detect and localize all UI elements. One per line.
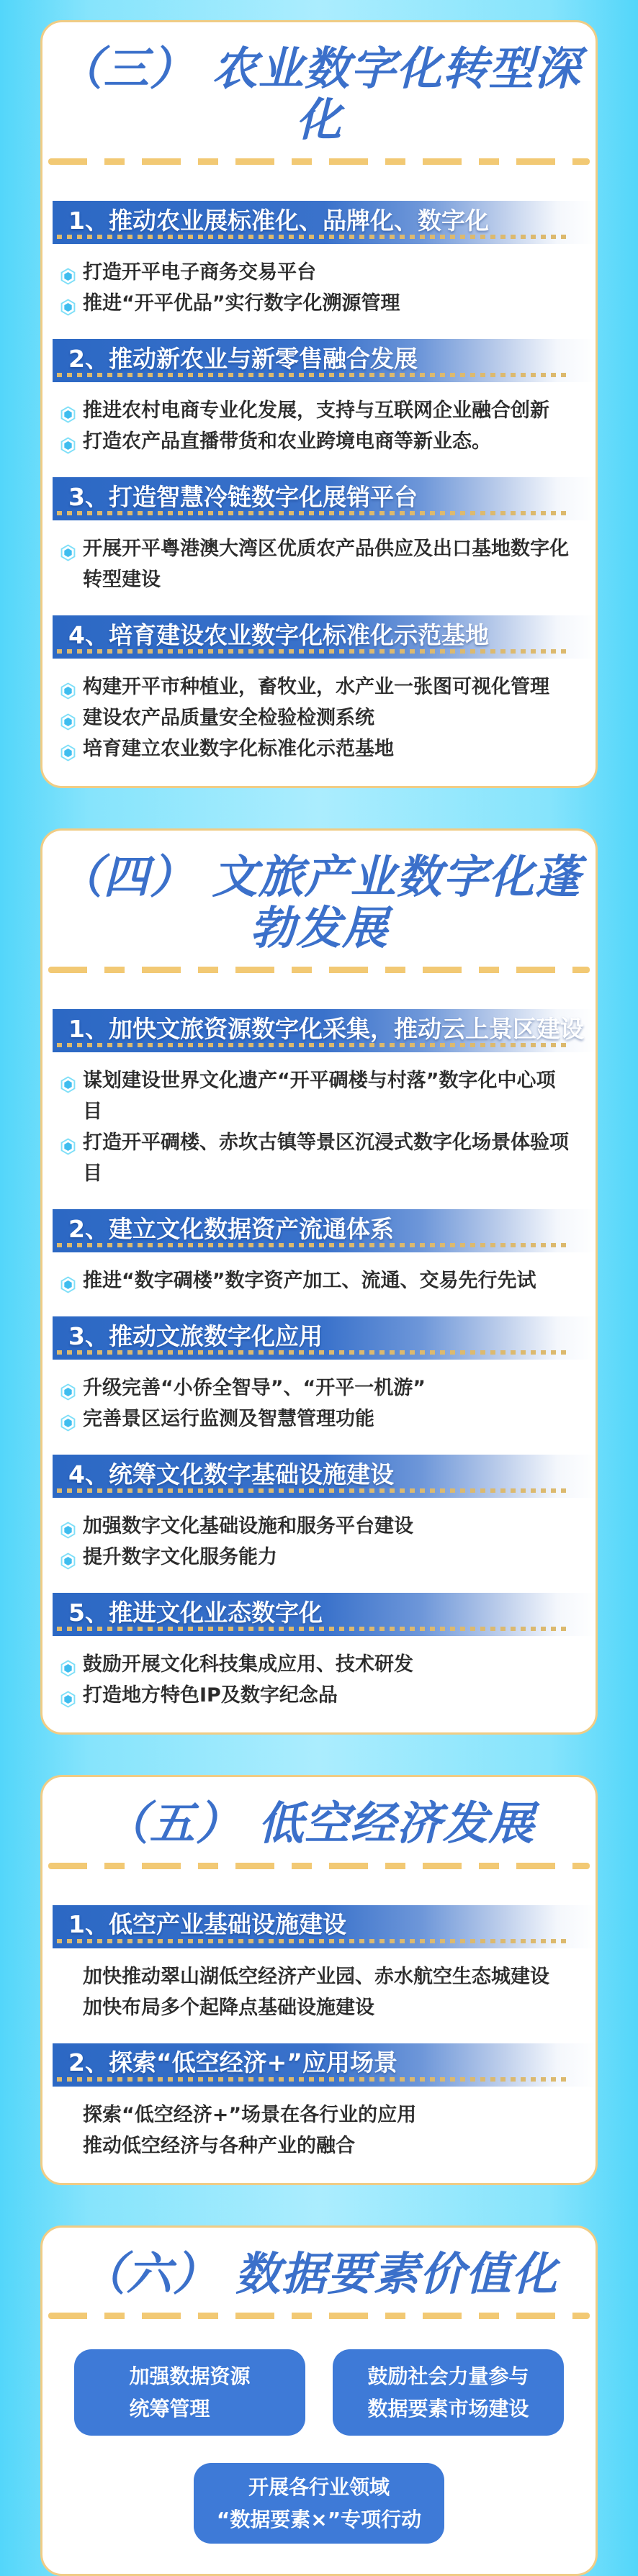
info-box-text xyxy=(129,2360,250,2425)
heading-bar-label: 1、推动农业展标准化、品牌化、数字化 xyxy=(68,206,489,235)
heading-bar-label: 1、低空产业基础设施建设 xyxy=(68,1910,346,1939)
list-item-text: 升级完善“小侨全智导”、“开平一机游” xyxy=(83,1377,426,1400)
list-item xyxy=(60,2100,571,2130)
list-item-text: 推进“数字碉楼”数字资产加工、流通、交易先行先试 xyxy=(83,1270,536,1293)
numbered-heading-bar xyxy=(53,1209,596,1252)
item-list xyxy=(42,1649,596,1711)
list-item xyxy=(60,702,571,733)
hexagon-bullet-icon xyxy=(60,1548,76,1565)
gold-dashed-divider xyxy=(48,158,590,165)
info-box-line: 数据要素市场建设 xyxy=(367,2397,529,2421)
gold-dotted-underline xyxy=(57,235,570,239)
gold-dotted-underline xyxy=(57,2077,570,2082)
hexagon-bullet-icon xyxy=(60,740,76,757)
hexagon-bullet-icon xyxy=(60,1517,76,1535)
hexagon-bullet-icon xyxy=(60,1134,76,1151)
list-item xyxy=(60,1404,571,1434)
section-title: （四） 文旅产业数字化蓬勃发展 xyxy=(57,851,581,954)
list-item-text: 谋划建设世界文化遗产“开平碉楼与村落”数字化中心项目 xyxy=(83,1070,556,1124)
info-box xyxy=(74,2349,305,2436)
info-box-line: 统筹管理 xyxy=(129,2397,210,2421)
list-item-text: 打造开平碉楼、赤坎古镇等景区沉浸式数字化场景体验项目 xyxy=(83,1131,569,1185)
hexagon-bullet-icon xyxy=(60,1410,76,1427)
list-item-text: 探索“低空经济+”场景在各行业的应用 xyxy=(83,2103,417,2126)
list-item xyxy=(60,1373,571,1404)
section-title: （三） 农业数字化转型深化 xyxy=(57,42,581,146)
heading-bar-label: 2、探索“低空经济+”应用场景 xyxy=(68,2048,397,2077)
numbered-heading-bar xyxy=(53,1455,596,1498)
hexagon-bullet-icon xyxy=(60,1072,76,1089)
list-item xyxy=(60,426,571,457)
numbered-heading-bar xyxy=(53,339,596,382)
numbered-heading-bar xyxy=(53,2043,596,2087)
hexagon-bullet-icon xyxy=(60,433,76,450)
numbered-heading-bar xyxy=(53,477,596,520)
numbered-heading-bar xyxy=(53,615,596,659)
hexagon-bullet-icon xyxy=(60,1686,76,1704)
info-box-text xyxy=(367,2360,529,2425)
list-item-text: 鼓励开展文化科技集成应用、技术研发 xyxy=(83,1653,413,1676)
gold-dotted-underline xyxy=(57,373,570,377)
info-box-center-row xyxy=(42,2463,596,2544)
hexagon-bullet-icon xyxy=(60,678,76,695)
item-list xyxy=(42,1065,596,1189)
list-item xyxy=(60,288,571,319)
numbered-heading-bar xyxy=(53,1593,596,1636)
gold-dashed-divider xyxy=(48,967,590,973)
list-item xyxy=(60,1992,571,2023)
heading-bar-label: 3、推动文旅数字化应用 xyxy=(68,1321,323,1350)
list-item-text: 提升数字文化服务能力 xyxy=(83,1546,277,1569)
section-card xyxy=(40,20,598,788)
item-list xyxy=(42,1373,596,1434)
heading-bar-label: 4、培育建设农业数字化标准化示范基地 xyxy=(68,620,489,649)
item-list xyxy=(42,257,596,319)
gold-dotted-underline xyxy=(57,1043,570,1047)
info-box-line: 加强数据资源 xyxy=(129,2364,251,2389)
numbered-heading-bar xyxy=(53,1316,596,1360)
list-item xyxy=(60,257,571,288)
list-item xyxy=(60,1680,571,1711)
list-item xyxy=(60,672,571,702)
list-item-text: 开展开平粤港澳大湾区优质农产品供应及出口基地数字化 转型建设 xyxy=(83,538,569,592)
hexagon-bullet-icon xyxy=(60,402,76,419)
hexagon-bullet-icon xyxy=(60,1272,76,1289)
numbered-heading-bar xyxy=(53,1009,596,1052)
list-item-text: 加快推动翠山湖低空经济产业园、赤水航空生态城建设 xyxy=(83,1965,549,1988)
numbered-heading-bar xyxy=(53,201,596,244)
hexagon-bullet-icon xyxy=(60,709,76,726)
list-item xyxy=(60,1127,571,1189)
gold-dashed-divider xyxy=(48,1863,590,1869)
gold-dotted-underline xyxy=(57,1350,570,1355)
section-title: （五） 低空经济发展 xyxy=(103,1797,535,1850)
list-item xyxy=(60,533,571,595)
section-card xyxy=(40,828,598,1735)
list-item-text: 培育建立农业数字化标准化示范基地 xyxy=(83,738,394,761)
hexagon-bullet-icon xyxy=(60,294,76,312)
gold-dotted-underline xyxy=(57,1627,570,1631)
list-item xyxy=(60,395,571,426)
list-item xyxy=(60,733,571,764)
item-list xyxy=(42,533,596,595)
hexagon-bullet-icon xyxy=(60,263,76,281)
heading-bar-label: 4、统筹文化数字基础设施建设 xyxy=(68,1460,394,1488)
info-box-row xyxy=(42,2349,596,2436)
gold-dotted-underline xyxy=(57,511,570,515)
list-item-text: 打造地方特色IP及数字纪念品 xyxy=(83,1684,338,1707)
list-item-text: 打造开平电子商务交易平台 xyxy=(83,261,316,284)
item-list xyxy=(42,1265,596,1296)
list-item xyxy=(60,1961,571,1992)
info-box xyxy=(194,2463,444,2544)
item-list xyxy=(42,2100,596,2161)
heading-bar-label: 5、推进文化业态数字化 xyxy=(68,1598,323,1627)
gold-dotted-underline xyxy=(57,1488,570,1493)
numbered-heading-bar xyxy=(53,1905,596,1948)
info-box-line: “数据要素×”专项行动 xyxy=(216,2508,422,2532)
item-list xyxy=(42,1961,596,2023)
item-list xyxy=(42,672,596,764)
list-item-text: 加快布局多个起降点基础设施建设 xyxy=(83,1996,374,2019)
list-item xyxy=(60,1542,571,1573)
heading-bar-label: 1、加快文旅资源数字化采集，推动云上景区建设 xyxy=(68,1014,584,1043)
gold-dashed-divider xyxy=(48,2313,590,2319)
heading-bar-label: 3、打造智慧冷链数字化展销平台 xyxy=(68,482,418,511)
list-item-text: 推动低空经济与各种产业的融合 xyxy=(83,2134,355,2157)
info-box-line: 鼓励社会力量参与 xyxy=(367,2364,529,2389)
list-item xyxy=(60,1065,571,1127)
info-box-text xyxy=(217,2471,421,2536)
item-list xyxy=(42,1511,596,1573)
section-title: （六） 数据要素价值化 xyxy=(80,2247,558,2300)
section-card xyxy=(40,1775,598,2185)
gold-dotted-underline xyxy=(57,1939,570,1943)
list-item-text: 推进“开平优品”实行数字化溯源管理 xyxy=(83,292,400,315)
list-item xyxy=(60,1265,571,1296)
list-item-text: 完善景区运行监测及智慧管理功能 xyxy=(83,1408,374,1431)
list-item-text: 推进农村电商专业化发展，支持与互联网企业融合创新 xyxy=(83,399,549,422)
list-item xyxy=(60,1511,571,1542)
list-item xyxy=(60,1649,571,1680)
heading-bar-label: 2、建立文化数据资产流通体系 xyxy=(68,1214,394,1243)
hexagon-bullet-icon xyxy=(60,1379,76,1396)
hexagon-bullet-icon xyxy=(60,540,76,557)
gold-dotted-underline xyxy=(57,1243,570,1247)
list-item-text: 建设农产品质量安全检验检测系统 xyxy=(83,707,374,730)
heading-bar-label: 2、推动新农业与新零售融合发展 xyxy=(68,344,418,373)
info-box-line: 开展各行业领域 xyxy=(248,2475,390,2500)
list-item-text: 加强数字文化基础设施和服务平台建设 xyxy=(83,1515,413,1538)
item-list xyxy=(42,395,596,457)
hexagon-bullet-icon xyxy=(60,1655,76,1673)
list-item xyxy=(60,2130,571,2161)
gold-dotted-underline xyxy=(57,649,570,654)
section-card xyxy=(40,2225,598,2576)
list-item-text: 构建开平市种植业，畜牧业，水产业一张图可视化管理 xyxy=(83,676,549,699)
info-box xyxy=(333,2349,564,2436)
list-item-text: 打造农产品直播带货和农业跨境电商等新业态。 xyxy=(83,430,491,453)
